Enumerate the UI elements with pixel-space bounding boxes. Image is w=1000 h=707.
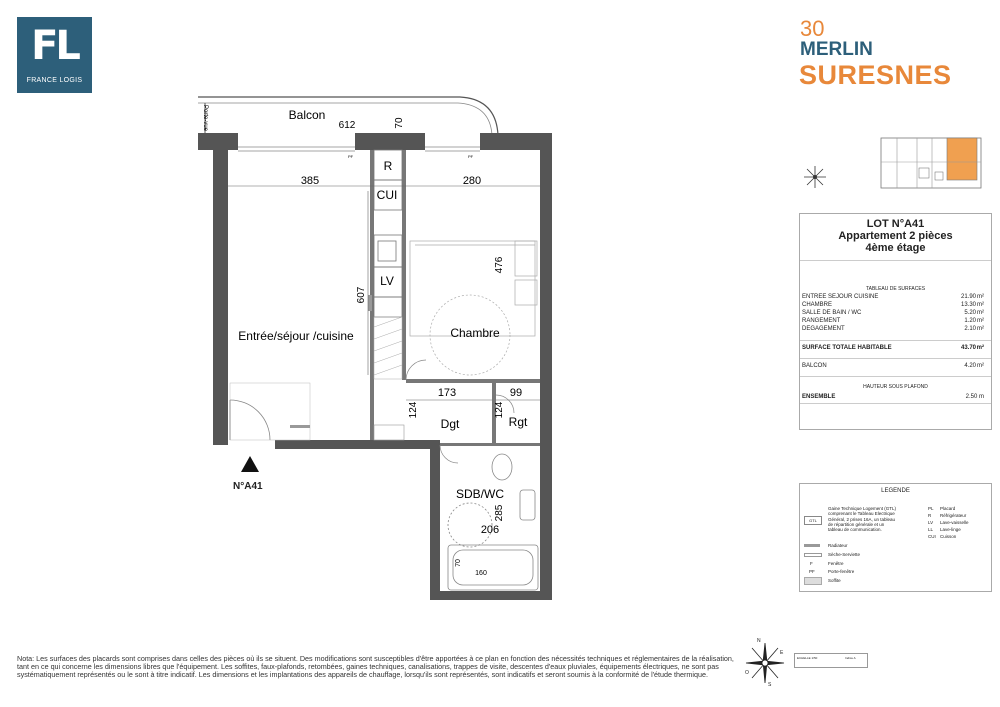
wall bbox=[480, 133, 552, 150]
north-star-icon bbox=[803, 165, 827, 189]
dim-160: 160 bbox=[475, 570, 487, 577]
france-logis-logo bbox=[17, 17, 92, 93]
key-plan bbox=[877, 132, 985, 194]
stamp-index: Indice A bbox=[845, 656, 856, 660]
legend-symbol: Porte-fenêtre bbox=[828, 569, 855, 574]
label-pf1: PF bbox=[348, 154, 354, 159]
compass-west: O bbox=[745, 670, 749, 676]
legend-item: PL bbox=[928, 506, 934, 511]
compass-east: E bbox=[780, 650, 784, 656]
surface-row: ENTREE SEJOUR CUISINE 21.90 m² bbox=[802, 294, 984, 300]
dim-70b: 70 bbox=[455, 559, 462, 567]
logo-text: FRANCE LOGIS bbox=[26, 77, 83, 84]
legend-gtl-symbol: GTL bbox=[804, 516, 822, 525]
legend-symbol: Soffite bbox=[828, 578, 841, 583]
dim-124b: 124 bbox=[494, 401, 505, 419]
legend-symbol-code: F bbox=[810, 561, 813, 566]
lot-title: LOT N°A41 bbox=[866, 218, 925, 230]
wall bbox=[540, 150, 552, 600]
dim-385: 385 bbox=[300, 175, 320, 187]
label-lv: LV bbox=[380, 274, 394, 288]
partition bbox=[406, 379, 540, 383]
dim-285: 285 bbox=[494, 504, 505, 522]
soffit-symbol bbox=[804, 577, 822, 585]
dim-476: 476 bbox=[494, 256, 505, 274]
dim-173: 173 bbox=[437, 387, 457, 399]
legend-item: CUI bbox=[928, 534, 936, 539]
dim-70: 70 bbox=[394, 117, 405, 129]
ceiling-title: HAUTEUR SOUS PLAFOND bbox=[863, 384, 928, 390]
legend-title: LEGENDE bbox=[881, 488, 910, 494]
legend-symbol: Sèche-Serviette bbox=[828, 552, 861, 557]
label-porte-vue: Porte-vue bbox=[202, 105, 208, 132]
dim-612: 612 bbox=[338, 120, 356, 131]
wall bbox=[355, 133, 425, 150]
dim-607: 607 bbox=[356, 286, 367, 304]
surface-row: CHAMBRE 13.30 m² bbox=[802, 302, 984, 308]
logo-monogram: FL bbox=[31, 23, 78, 69]
room-label-chambre: Chambre bbox=[450, 326, 500, 340]
legend-item: Lave-linge bbox=[940, 527, 961, 532]
surface-row: DEGAGEMENT 2.10 m² bbox=[802, 326, 984, 332]
label-cui: CUI bbox=[376, 188, 398, 202]
lot-floor: 4ème étage bbox=[865, 242, 926, 254]
dim-280: 280 bbox=[462, 175, 482, 187]
partition bbox=[402, 150, 406, 380]
wall bbox=[430, 440, 440, 600]
surface-total-row: SURFACE TOTALE HABITABLE 43.70 m² bbox=[802, 345, 984, 351]
room-label-rgt: Rgt bbox=[508, 415, 528, 429]
legend-symbol-code: PF bbox=[809, 569, 815, 574]
legend-item: LV bbox=[928, 520, 934, 525]
compass-south: S bbox=[768, 682, 772, 688]
lot-info-table bbox=[799, 213, 992, 430]
legend-gtl-desc: Gaine Technique Logement (GTL) comprenant le Tableau Electrique Général, 2 prises 16A, un tableau de répartition générale et un tableau de communication. bbox=[828, 506, 896, 533]
room-label-balcon: Balcon bbox=[288, 108, 326, 122]
title-block-stamp bbox=[794, 653, 868, 668]
label-r: R bbox=[383, 159, 393, 173]
dim-124a: 124 bbox=[408, 401, 419, 419]
floor-plan bbox=[190, 95, 570, 605]
surface-row: SALLE DE BAIN / WC 5.20 m² bbox=[802, 310, 984, 316]
room-label-sdb: SDB/WC bbox=[456, 487, 504, 501]
dim-99: 99 bbox=[509, 387, 523, 399]
compass-icon bbox=[744, 638, 786, 688]
partition bbox=[440, 443, 540, 446]
balcon-row: BALCON 4.20 m² bbox=[802, 363, 984, 369]
surface-table-title: TABLEAU DE SURFACES bbox=[865, 286, 926, 292]
dim-206: 206 bbox=[480, 524, 500, 536]
legend-item: Cuisson bbox=[940, 534, 957, 539]
legend-symbol: Fenêtre bbox=[828, 561, 844, 566]
brand-line1: MERLIN bbox=[800, 39, 873, 60]
lot-type: Appartement 2 pièces bbox=[838, 230, 953, 242]
legend-symbol: Radiateur bbox=[828, 543, 848, 548]
legend-item: Placard bbox=[940, 506, 956, 511]
legend-box bbox=[799, 483, 992, 592]
wall bbox=[275, 440, 440, 449]
label-pf2: PF bbox=[468, 154, 474, 159]
legend-item: Réfrigérateur bbox=[940, 513, 967, 518]
wall bbox=[213, 150, 228, 445]
legend-item: LL bbox=[928, 527, 934, 532]
wall bbox=[198, 133, 238, 150]
room-label-sejour: Entrée/séjour /cuisine bbox=[238, 329, 354, 343]
stamp-scale: ECHELLE 1/50 bbox=[797, 656, 818, 660]
lot-label: N°A41 bbox=[233, 481, 263, 492]
entry-arrow-icon bbox=[240, 455, 260, 473]
wall bbox=[430, 591, 552, 600]
legend-item: R bbox=[928, 513, 932, 518]
towel-dryer-symbol bbox=[804, 553, 822, 557]
room-label-dgt: Dgt bbox=[440, 417, 460, 431]
legend-item: Lave-vaisselle bbox=[940, 520, 969, 525]
brand-line2: SURESNES bbox=[799, 60, 952, 90]
radiator-symbol bbox=[804, 544, 820, 547]
disclaimer-note: Nota: Les surfaces des placards sont comprises dans celles des pièces où ils se situent. Des modifications sont susceptibles d'être apportées à ce plan en fonction des nécessités techniques et réglementaires de la réalisation, tant en ce qui concerne les dimensions libres que l'équipement. Les soffites, faux-plafonds, retombées, gaines techniques, canalisations, trappes de visite, descentes d'eaux pluviales, équipements électriques, ne sont pas systématiquement représentés ou le sont à titre indicatif. Les dimensions et les implantations des appareils de chauffage, lorsqu'ils sont représentés, sont indicatifs et seront soumis à la conformité de l'étude thermique. bbox=[17, 654, 734, 679]
brand-number: 30 bbox=[800, 16, 825, 41]
ceiling-row: ENSEMBLE 2.50 m bbox=[802, 394, 984, 400]
surface-row: RANGEMENT 1.20 m² bbox=[802, 318, 984, 324]
compass-north: N bbox=[757, 638, 761, 644]
